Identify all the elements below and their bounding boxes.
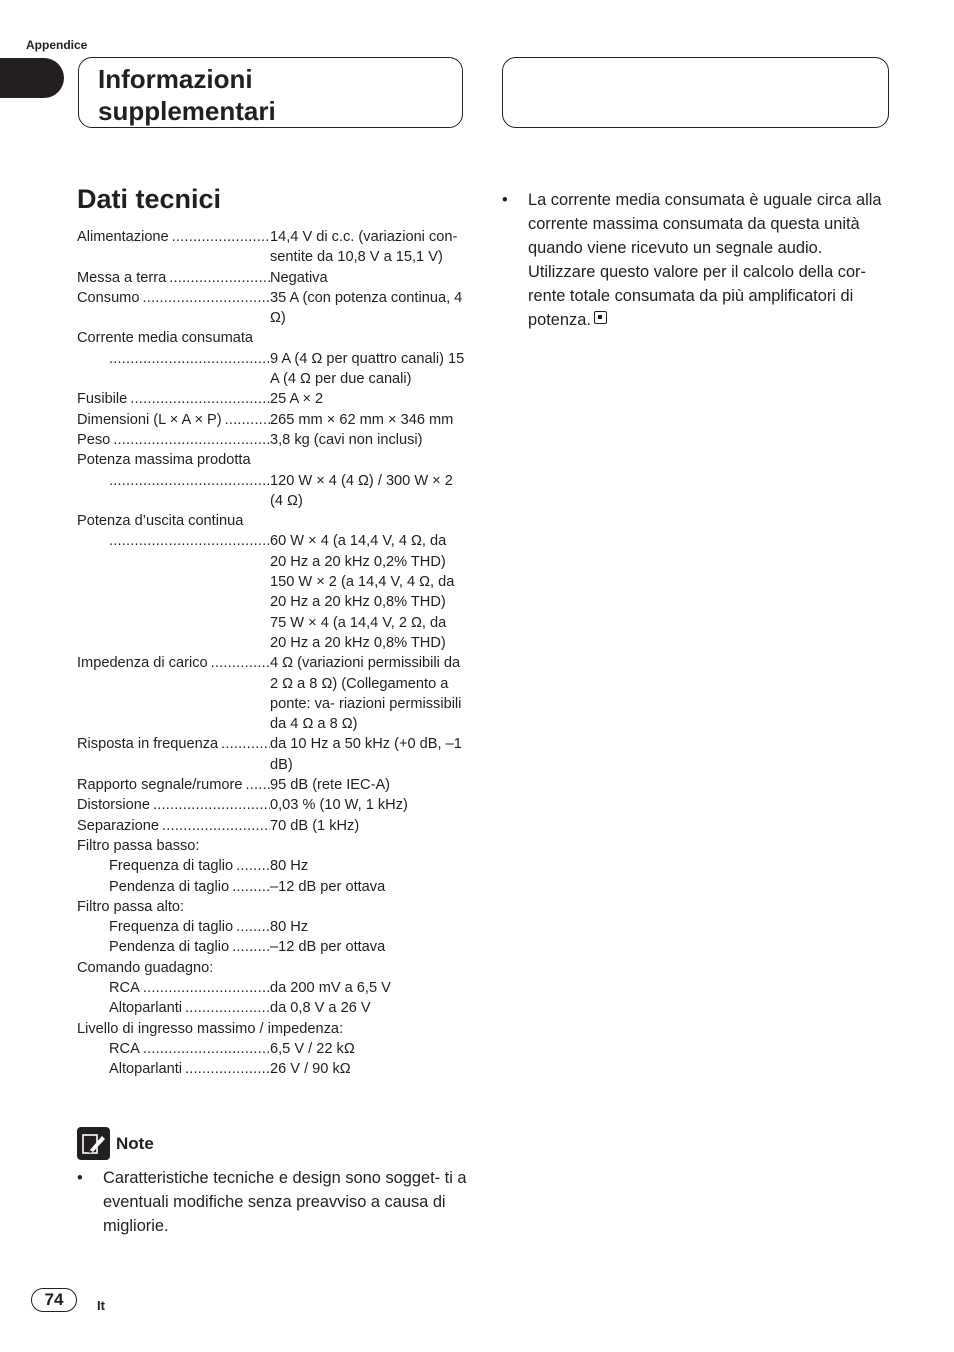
pencil-icon [77, 1127, 110, 1160]
bullet-dot: • [77, 1169, 83, 1187]
dot-leader [211, 653, 270, 734]
spec-label: Fusibile [77, 391, 128, 408]
note-header [77, 1127, 469, 1160]
spec-label-cell [77, 775, 270, 795]
dot-leader [113, 430, 270, 450]
spec-value: 6,5 V / 22 kΩ [270, 1040, 355, 1057]
spec-value: 80 Hz [270, 858, 309, 875]
language-label: It [97, 1298, 105, 1313]
spec-value: 14,4 V di c.c. (variazioni con- sentite da 10,8 V a 15,1 V) [270, 229, 458, 266]
dot-leader [185, 998, 270, 1018]
spec-label: Risposta in frequenza [77, 736, 219, 753]
spec-list [77, 227, 465, 1079]
spec-value: –12 dB per ottava [270, 939, 386, 956]
spec-row [77, 856, 465, 876]
spec-value: Negativa [270, 269, 328, 286]
spec-value: 0,03 % (10 W, 1 kHz) [270, 797, 408, 814]
spec-label-cell [77, 471, 270, 512]
spec-row [77, 268, 465, 288]
note-section [77, 1127, 469, 1238]
spec-value: –12 dB per ottava [270, 878, 386, 895]
spec-label-cell [77, 227, 270, 268]
spec-row [77, 288, 465, 329]
spec-label-cell [77, 795, 270, 815]
spec-row [77, 877, 465, 897]
spec-label: Rapporto segnale/rumore [77, 777, 243, 794]
spec-label: Peso [77, 431, 111, 448]
section-title-box [78, 57, 463, 128]
spec-group-heading: Livello di ingresso massimo / impedenza: [77, 1020, 344, 1037]
spec-row [77, 430, 465, 450]
dot-leader [169, 268, 270, 288]
dot-leader [246, 775, 271, 795]
spec-label-cell [77, 856, 270, 876]
dot-leader [172, 227, 270, 268]
spec-label-cell [77, 917, 270, 937]
spec-label-cell [77, 349, 270, 390]
spec-value: 9 A (4 Ω per quattro canali) 15 A (4 Ω per due canali) [270, 350, 465, 388]
dot-leader [153, 795, 270, 815]
dot-leader [142, 288, 270, 329]
spec-label: Frequenza di taglio [109, 919, 234, 936]
right-bullet [502, 188, 894, 332]
spec-value: da 10 Hz a 50 kHz (+0 dB, –1 dB) [270, 736, 462, 773]
spec-group-heading: Filtro passa basso: [77, 837, 200, 854]
spec-value: 3,8 kg (cavi non inclusi) [270, 431, 423, 448]
dot-leader [130, 389, 270, 409]
right-column [502, 188, 894, 332]
spec-value: 25 A × 2 [270, 391, 324, 408]
spec-row [77, 734, 465, 775]
dot-leader [109, 349, 270, 390]
spec-label-cell [77, 998, 270, 1018]
spec-label: Alimentazione [77, 229, 169, 245]
spec-label-cell [77, 531, 270, 653]
spec-label-cell [77, 268, 270, 288]
section-title-line-2: supplementari [98, 96, 276, 126]
spec-row [77, 653, 465, 734]
dot-leader [236, 917, 270, 937]
spec-label-cell [77, 389, 270, 409]
spec-row [77, 998, 465, 1018]
spec-row [77, 410, 465, 430]
bullet-dot: • [502, 191, 508, 209]
dot-leader [109, 471, 270, 512]
page-number: 74 [31, 1288, 77, 1312]
spec-row [77, 227, 465, 268]
spec-row [77, 917, 465, 937]
spec-label: Messa a terra [77, 269, 167, 286]
spec-group-heading: Potenza d’uscita continua [77, 513, 244, 530]
spec-label: Altoparlanti [109, 1000, 183, 1017]
note-bullet [77, 1166, 469, 1238]
spec-label: Frequenza di taglio [109, 858, 234, 875]
spec-label-cell [77, 288, 270, 329]
dot-leader [232, 877, 270, 897]
spec-label-cell [77, 734, 270, 775]
spec-row [77, 795, 465, 815]
spec-row [77, 1039, 465, 1059]
spec-label-cell [77, 877, 270, 897]
dot-leader [225, 410, 270, 430]
spec-value: 70 dB (1 kHz) [270, 817, 360, 834]
spec-row [77, 775, 465, 795]
spec-label-cell [77, 816, 270, 836]
spec-label: Impedenza di carico [77, 655, 208, 672]
dot-leader [162, 816, 270, 836]
spec-label-cell [77, 1039, 270, 1059]
section-label: Appendice [26, 38, 88, 52]
empty-title-box [502, 57, 889, 128]
right-bullet-body: La corrente media consumata è uguale circa alla corrente massima consumata da questa unità quando viene ricevuto un segnale audio. Utilizzare questo valore per il calcolo della cor- rente totale consumata da più amplificatori di potenza. [528, 191, 882, 329]
spec-label-cell [77, 410, 270, 430]
dot-leader [221, 734, 270, 775]
dot-leader [143, 978, 270, 998]
spec-label: Consumo [77, 289, 140, 306]
spec-value: 35 A (con potenza continua, 4 Ω) [270, 289, 463, 327]
right-bullet-text [528, 188, 894, 332]
spec-row [77, 471, 465, 512]
spec-label: Pendenza di taglio [109, 939, 230, 956]
spec-value: 80 Hz [270, 919, 309, 936]
dot-leader [109, 531, 270, 653]
page-heading: Dati tecnici [77, 184, 222, 214]
spec-label: Distorsione [77, 797, 150, 814]
dot-leader [143, 1039, 270, 1059]
spec-value: 265 mm × 62 mm × 346 mm [270, 411, 454, 428]
spec-label-cell [77, 937, 270, 957]
dot-leader [185, 1059, 270, 1079]
spec-label: Altoparlanti [109, 1061, 183, 1078]
dot-leader [232, 937, 270, 957]
spec-label-cell [77, 430, 270, 450]
spec-value: 120 W × 4 (4 Ω) / 300 W × 2 (4 Ω) [270, 472, 453, 509]
spec-row [77, 937, 465, 957]
spec-value: 95 dB (rete IEC-A) [270, 777, 391, 794]
spec-label: Pendenza di taglio [109, 878, 230, 895]
section-title-line-1: Informazioni [98, 64, 253, 94]
spec-label: Dimensioni (L × A × P) [77, 411, 222, 428]
spec-label-cell [77, 978, 270, 998]
end-mark-icon [594, 311, 607, 324]
spec-label: Separazione [77, 817, 159, 834]
note-text: Caratteristiche tecniche e design sono sogget- ti a eventuali modifiche senza preavviso a causa di migliorie. [103, 1169, 467, 1235]
spec-label-cell [77, 1059, 270, 1079]
spec-group-heading: Corrente media consumata [77, 330, 254, 347]
spec-value: 60 W × 4 (a 14,4 V, 4 Ω, da 20 Hz a 20 kHz 0,2% THD) 150 W × 2 (a 14,4 V, 4 Ω, da 20 Hz a 20 kHz 0,8% THD) 75 W × 4 (a 14,4 V, 2 Ω, da 20 Hz a 20 kHz 0,8% THD) [270, 533, 455, 651]
spec-group-heading: Filtro passa alto: [77, 898, 185, 915]
spec-value: 4 Ω (variazioni permissibili da 2 Ω a 8 Ω) (Collegamento a ponte: va- riazioni permissibili da 4 Ω a 8 Ω) [270, 655, 462, 733]
section-tab-marker [0, 58, 64, 98]
note-title: Note [116, 1133, 154, 1153]
spec-value: da 200 mV a 6,5 V [270, 979, 391, 996]
spec-row [77, 816, 465, 836]
spec-value: da 0,8 V a 26 V [270, 1000, 371, 1017]
spec-group-heading: Potenza massima prodotta [77, 452, 251, 469]
spec-row [77, 1059, 465, 1079]
spec-row [77, 389, 465, 409]
spec-row [77, 978, 465, 998]
spec-label-cell [77, 653, 270, 734]
spec-row [77, 349, 465, 390]
spec-label: RCA [109, 1040, 140, 1057]
spec-group-heading: Comando guadagno: [77, 959, 214, 976]
spec-row [77, 531, 465, 653]
spec-label: RCA [109, 979, 140, 996]
spec-value: 26 V / 90 kΩ [270, 1061, 351, 1078]
dot-leader [236, 856, 270, 876]
